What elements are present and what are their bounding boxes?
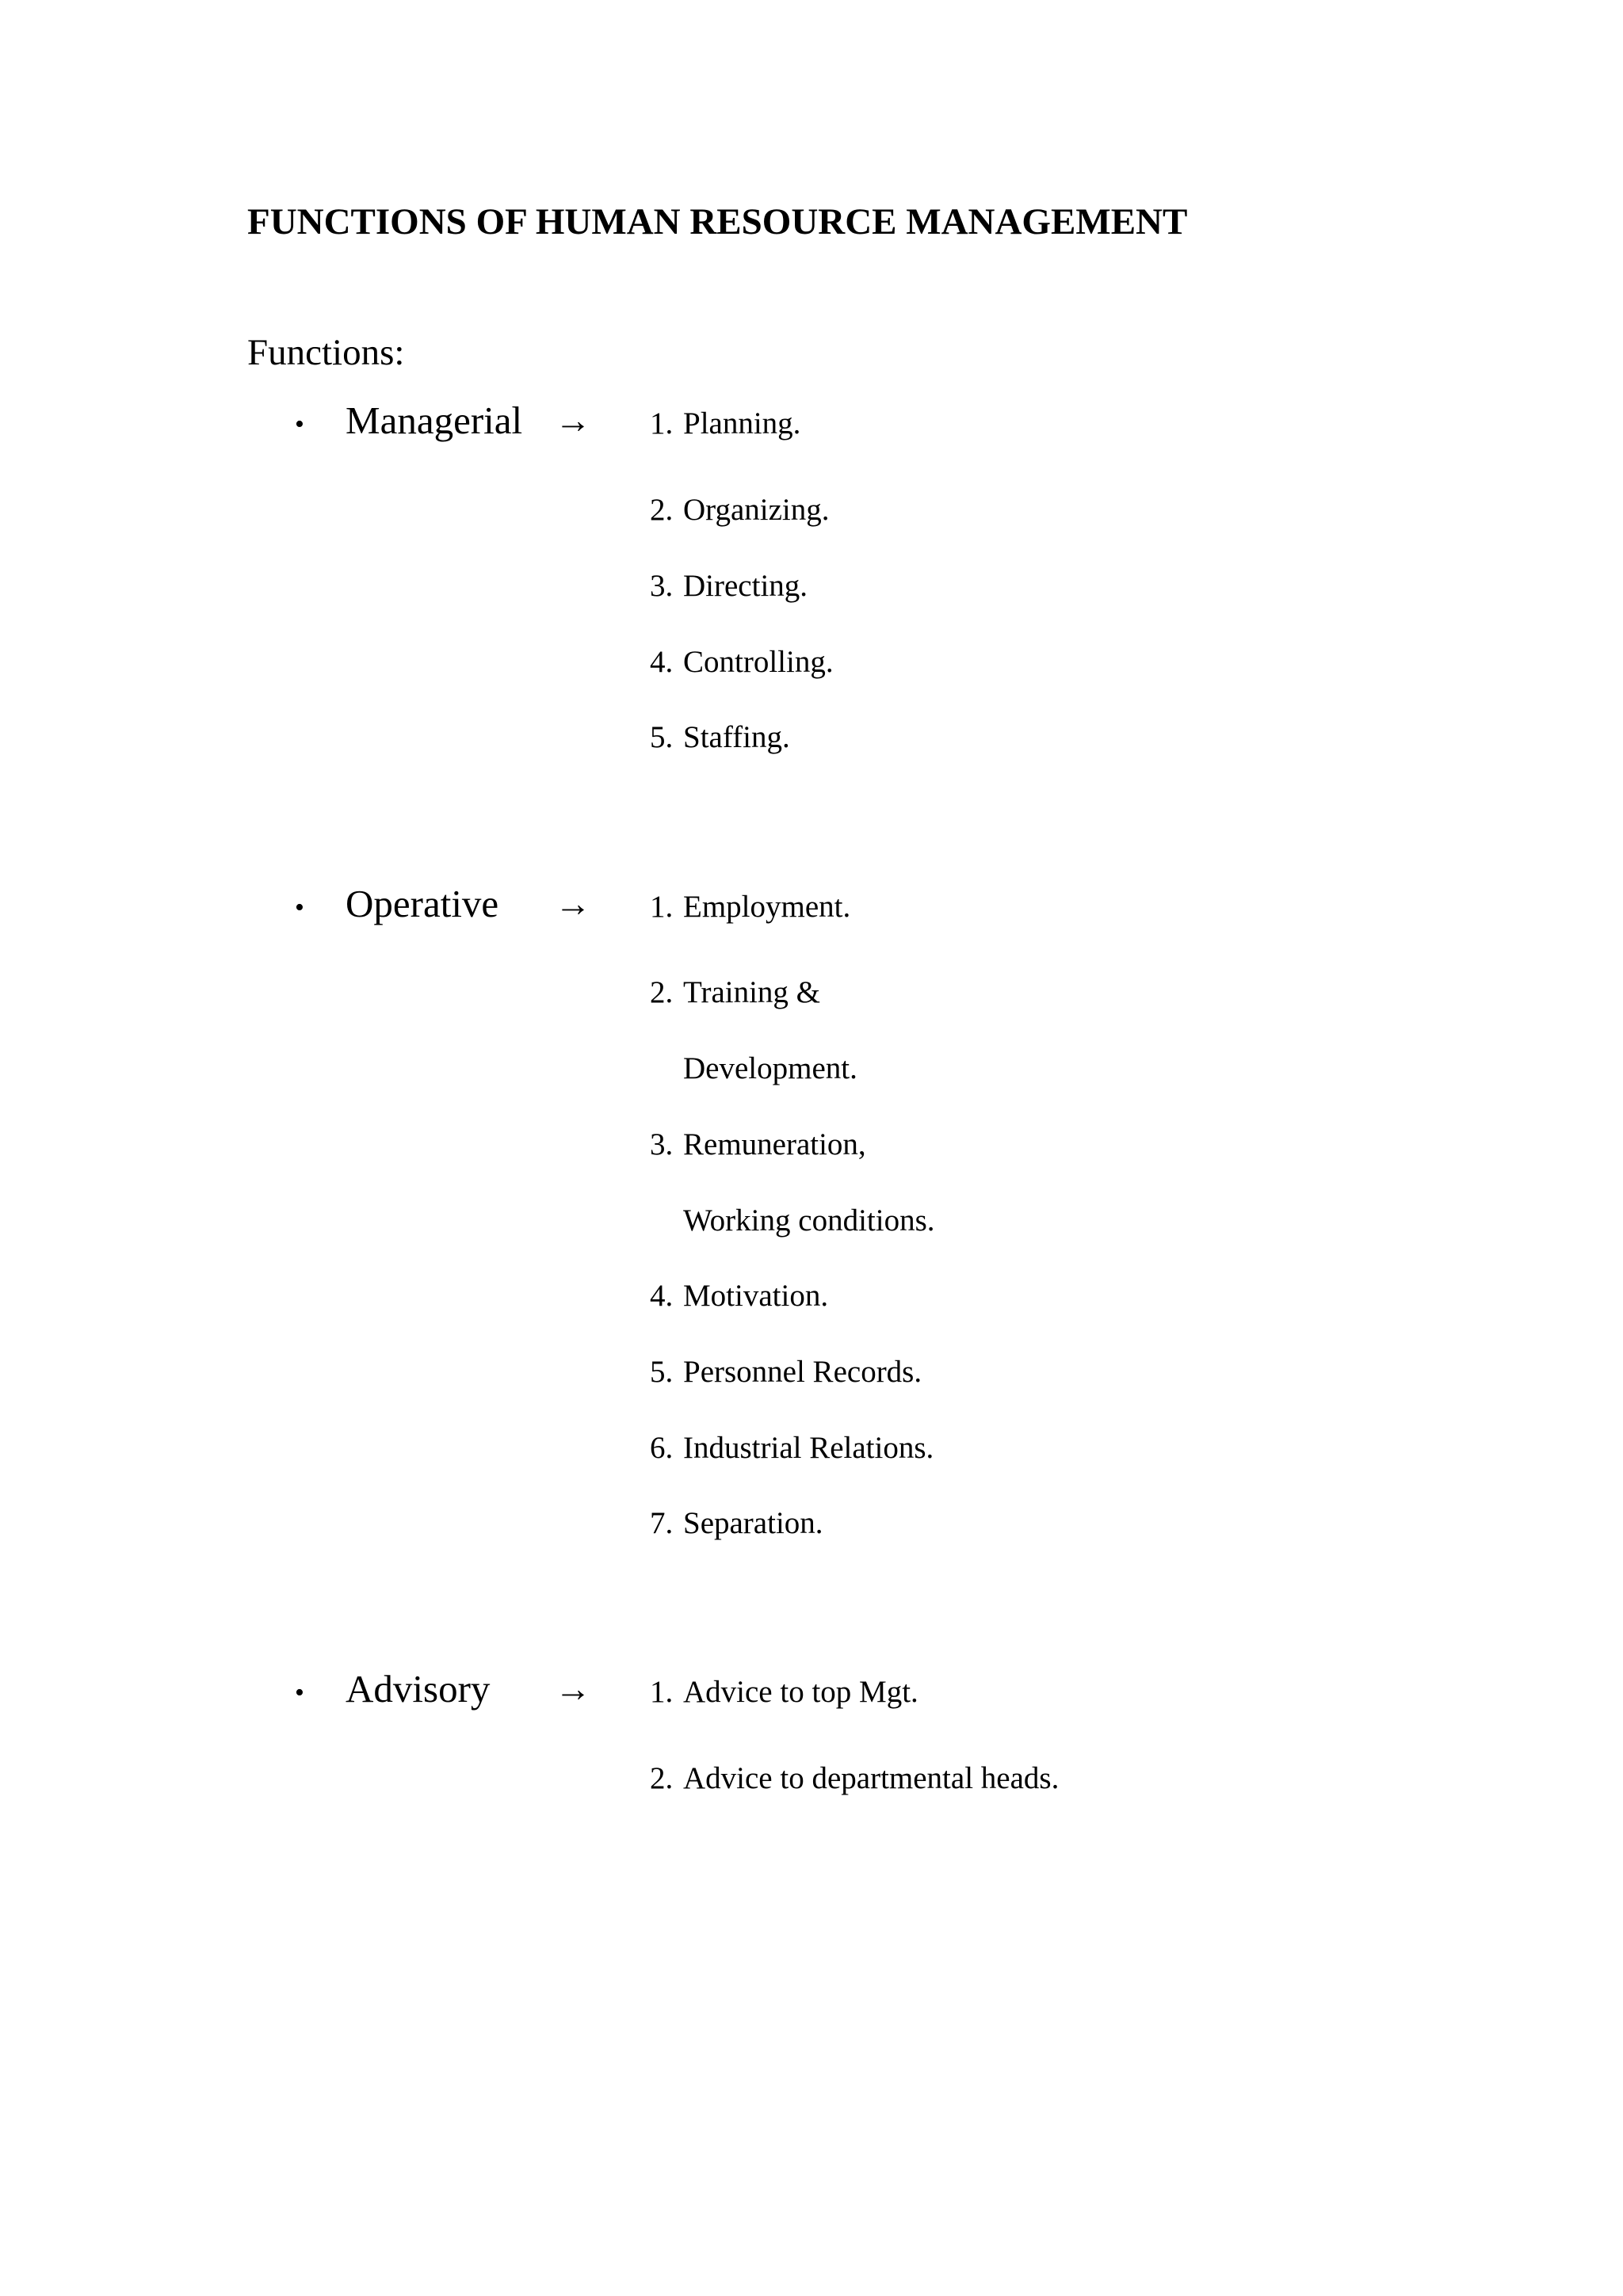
list-item-number: 1. xyxy=(650,1675,674,1709)
category-managerial: Managerial xyxy=(346,399,523,442)
bullet-icon: • xyxy=(295,1678,304,1707)
category-operative: Operative xyxy=(346,882,499,925)
list-item-continuation: Development. xyxy=(683,1051,857,1085)
list-item: Advice to top Mgt. xyxy=(683,1675,918,1709)
list-item: Employment. xyxy=(683,890,851,924)
list-item-number: 1. xyxy=(650,406,674,441)
bullet-icon: • xyxy=(295,893,304,922)
arrow-icon: → xyxy=(555,400,591,441)
category-advisory: Advisory xyxy=(346,1667,491,1711)
list-item-number: 5. xyxy=(650,720,674,754)
list-item: Directing. xyxy=(683,569,808,603)
list-item: Remuneration, xyxy=(683,1127,866,1161)
list-item-number: 2. xyxy=(650,1761,674,1795)
bullet-icon: • xyxy=(295,410,304,439)
list-item-number: 2. xyxy=(650,975,674,1009)
list-item-number: 6. xyxy=(650,1431,674,1465)
list-item: Planning. xyxy=(683,406,801,441)
list-item: Controlling. xyxy=(683,645,834,679)
arrow-icon: → xyxy=(555,1669,591,1709)
functions-lead: Functions: xyxy=(247,332,405,373)
list-item: Motivation. xyxy=(683,1279,829,1313)
list-item-number: 4. xyxy=(650,1279,674,1313)
list-item: Advice to departmental heads. xyxy=(683,1761,1060,1795)
list-item-number: 7. xyxy=(650,1506,674,1540)
list-item: Separation. xyxy=(683,1506,823,1540)
list-item-number: 3. xyxy=(650,1127,674,1161)
list-item: Personnel Records. xyxy=(683,1355,922,1389)
list-item: Industrial Relations. xyxy=(683,1431,934,1465)
list-item-number: 5. xyxy=(650,1355,674,1389)
list-item-continuation: Working conditions. xyxy=(683,1203,935,1238)
arrow-icon: → xyxy=(555,883,591,924)
list-item-number: 2. xyxy=(650,493,674,527)
list-item-number: 1. xyxy=(650,890,674,924)
list-item-number: 3. xyxy=(650,569,674,603)
list-item-number: 4. xyxy=(650,645,674,679)
list-item: Organizing. xyxy=(683,493,830,527)
list-item: Training & xyxy=(683,975,821,1009)
page-title: FUNCTIONS OF HUMAN RESOURCE MANAGEMENT xyxy=(247,201,1188,242)
list-item: Staffing. xyxy=(683,720,790,754)
